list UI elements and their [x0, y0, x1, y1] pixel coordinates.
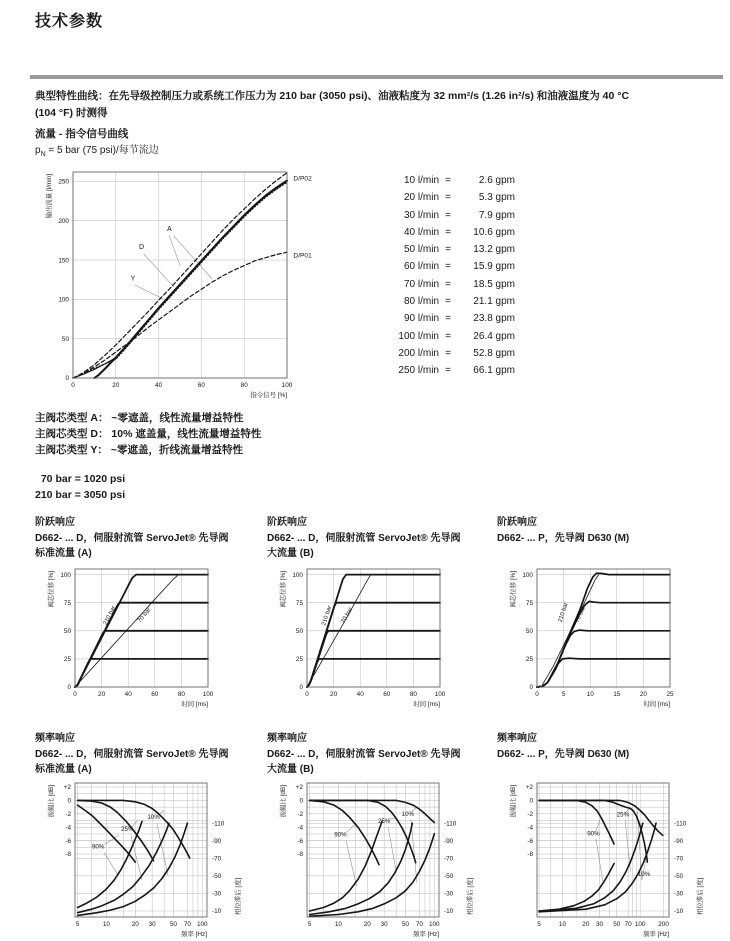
- svg-text:30: 30: [148, 921, 156, 928]
- svg-text:100: 100: [281, 382, 293, 389]
- svg-text:75: 75: [525, 599, 533, 607]
- svg-text:-4: -4: [65, 824, 71, 832]
- flow-curve-heading: 流量 - 指令信号曲线: [35, 128, 129, 140]
- freq-col-standard-flow: [35, 731, 267, 941]
- svg-text:10: 10: [102, 921, 110, 928]
- svg-text:50: 50: [613, 921, 621, 928]
- equals-sign: =: [445, 209, 451, 221]
- step-col-2-line-3: 大流量 (B): [267, 548, 314, 559]
- svg-text:-30: -30: [212, 890, 222, 898]
- svg-text:50: 50: [61, 335, 69, 343]
- svg-text:-4: -4: [297, 824, 303, 832]
- svg-text:250: 250: [58, 178, 69, 186]
- intro-line-1: 典型特性曲线：在先导级控制压力或系统工作压力为 210 bar (3050 psi)、油液粘度为 32 mm²/s (1.26 in²/s) 和油液温度为 40 °C: [35, 90, 630, 102]
- gpm-value: 2.6 gpm: [478, 175, 515, 186]
- equals-sign: =: [445, 175, 451, 186]
- svg-text:0: 0: [305, 691, 309, 698]
- svg-text:70: 70: [183, 921, 191, 928]
- svg-text:100: 100: [202, 691, 214, 698]
- svg-text:D: D: [138, 244, 145, 252]
- svg-text:-70: -70: [674, 855, 684, 863]
- step-response-chart-a: [35, 563, 267, 719]
- freq-col-d630: [497, 731, 730, 941]
- svg-text:50: 50: [63, 628, 71, 636]
- conversion-row: [377, 310, 515, 327]
- svg-text:75: 75: [63, 599, 71, 607]
- svg-text:10: 10: [586, 691, 594, 698]
- frequency-response-section: [35, 731, 710, 941]
- conversion-row: [377, 224, 515, 241]
- conversion-row: [377, 172, 515, 189]
- lmin-value: 70 l/min: [403, 278, 439, 290]
- spool-note-y: 主阀芯类型 Y： ~零遮盖，折线流量增益特性: [35, 444, 243, 456]
- freq-a-plot: [35, 779, 243, 941]
- svg-text:5: 5: [75, 921, 80, 928]
- step-response-chart-b: [267, 563, 497, 719]
- svg-text:20: 20: [98, 691, 106, 698]
- svg-text:0: 0: [73, 691, 77, 698]
- lmin-value: 30 l/min: [403, 209, 439, 221]
- step-col-standard-flow: [35, 515, 267, 719]
- conversion-row: [377, 258, 515, 275]
- svg-text:40: 40: [124, 691, 132, 698]
- gpm-value: 15.9 gpm: [473, 261, 515, 273]
- svg-text:25: 25: [525, 656, 533, 664]
- svg-text:+2: +2: [295, 784, 303, 792]
- equals-sign: =: [445, 347, 451, 359]
- svg-text:相位滞后 [度]: 相位滞后 [度]: [697, 877, 704, 915]
- svg-text:30: 30: [595, 921, 604, 928]
- freq-col-high-flow: [267, 731, 497, 941]
- svg-text:振幅比 [dB]: 振幅比 [dB]: [48, 785, 55, 818]
- step-col-2-line-2: D662- ... D，伺服射流管 ServoJet® 先导阀: [267, 532, 461, 544]
- section-divider: [30, 75, 723, 79]
- svg-text:-10: -10: [674, 908, 684, 916]
- conversion-row: [377, 189, 515, 206]
- svg-text:-90: -90: [212, 837, 222, 845]
- nominal-pressure-line: [35, 144, 710, 162]
- spool-type-notes: [35, 410, 710, 458]
- svg-text:100: 100: [58, 296, 69, 304]
- step-col-3-line-1: 阶跃响应: [497, 517, 537, 528]
- freq-col-3-line-2: D662- ... P，先导阀 D630 (M): [497, 748, 630, 760]
- gpm-value: 21.1 gpm: [473, 296, 515, 308]
- svg-text:0: 0: [299, 684, 303, 692]
- svg-text:+2: +2: [525, 784, 533, 792]
- freq-col-1-header: [35, 731, 267, 779]
- conversion-row: [377, 293, 515, 310]
- svg-text:0: 0: [529, 684, 533, 692]
- pressure-note-210bar: 210 bar = 3050 psi: [35, 489, 126, 501]
- spool-note-d: 主阀芯类型 D： 10% 遮盖量，线性流量增益特性: [35, 428, 262, 440]
- svg-text:25: 25: [63, 656, 71, 664]
- freq-col-2-line-3: 大流量 (B): [267, 764, 314, 775]
- svg-text:25: 25: [295, 656, 303, 664]
- svg-text:输出流量 [l/min]: 输出流量 [l/min]: [46, 174, 53, 219]
- lmin-value: 20 l/min: [403, 192, 439, 204]
- equals-sign: =: [445, 261, 451, 273]
- pn-value: = 5 bar (75 psi)/每节流边: [45, 145, 159, 156]
- svg-text:A: A: [166, 225, 172, 233]
- pressure-conversion-notes: [35, 471, 125, 503]
- svg-text:40: 40: [356, 691, 364, 698]
- lmin-value: 50 l/min: [403, 244, 439, 256]
- step-col-high-flow: [267, 515, 497, 719]
- gpm-value: 13.2 gpm: [473, 244, 515, 256]
- svg-text:15: 15: [613, 691, 621, 698]
- gpm-value: 5.3 gpm: [478, 192, 515, 204]
- pn-subscript: N: [40, 151, 46, 158]
- svg-text:相位滞后 [度]: 相位滞后 [度]: [235, 877, 242, 915]
- svg-text:-30: -30: [444, 890, 454, 898]
- svg-text:D/P01: D/P01: [293, 252, 312, 260]
- svg-text:Y: Y: [130, 275, 136, 283]
- step-col-1-line-2: D662- ... D，伺服射流管 ServoJet® 先导阀: [35, 532, 229, 544]
- svg-text:70 bar: 70 bar: [574, 605, 587, 624]
- svg-text:100: 100: [292, 571, 303, 579]
- svg-text:10: 10: [334, 921, 342, 928]
- svg-text:100: 100: [60, 571, 71, 579]
- step-col-3-header: [497, 515, 730, 563]
- freq-col-3-line-1: 频率响应: [497, 733, 537, 744]
- conversion-row: [377, 207, 515, 224]
- svg-text:-110: -110: [674, 820, 687, 828]
- freq-b-plot: [267, 779, 475, 941]
- svg-text:-90: -90: [444, 837, 454, 845]
- svg-text:200: 200: [58, 217, 69, 225]
- svg-text:+2: +2: [63, 784, 71, 792]
- flow-signal-plot: [35, 164, 335, 406]
- svg-text:100: 100: [634, 921, 646, 928]
- svg-text:-50: -50: [444, 873, 454, 881]
- svg-text:70 bar: 70 bar: [340, 606, 355, 625]
- conversion-row: [377, 362, 515, 379]
- svg-text:10%: 10%: [147, 814, 160, 822]
- svg-text:0: 0: [67, 684, 71, 692]
- svg-text:10%: 10%: [401, 810, 415, 818]
- page-title: 技术参数: [35, 13, 104, 30]
- svg-text:5: 5: [561, 691, 566, 698]
- svg-text:-110: -110: [212, 820, 225, 828]
- lmin-value: 80 l/min: [403, 296, 439, 308]
- flow-signal-chart: [35, 164, 335, 406]
- step-b-plot: [267, 563, 452, 719]
- svg-text:-8: -8: [527, 851, 533, 859]
- svg-text:25: 25: [666, 691, 674, 698]
- svg-text:60: 60: [151, 691, 159, 698]
- svg-text:-50: -50: [674, 873, 684, 881]
- svg-text:70: 70: [624, 921, 632, 928]
- svg-text:210 bar: 210 bar: [557, 601, 570, 624]
- svg-text:0: 0: [299, 797, 303, 805]
- svg-text:0: 0: [65, 375, 69, 383]
- conversion-row: [377, 345, 515, 362]
- svg-text:指令信号 [%]: 指令信号 [%]: [250, 392, 287, 399]
- svg-text:-30: -30: [674, 890, 684, 898]
- equals-sign: =: [445, 330, 451, 342]
- svg-text:0: 0: [71, 382, 75, 389]
- pn-symbol: p: [35, 145, 41, 156]
- equals-sign: =: [445, 296, 451, 308]
- intro-paragraph: [35, 88, 710, 122]
- svg-text:90%: 90%: [91, 843, 105, 851]
- freq-col-2-line-2: D662- ... D，伺服射流管 ServoJet® 先导阀: [267, 748, 461, 760]
- svg-text:80: 80: [240, 382, 248, 389]
- freq-col-1-line-2: D662- ... D，伺服射流管 ServoJet® 先导阀: [35, 748, 229, 760]
- svg-text:80: 80: [409, 691, 417, 698]
- equals-sign: =: [445, 313, 451, 325]
- svg-text:150: 150: [58, 257, 69, 265]
- svg-text:50: 50: [295, 628, 303, 636]
- svg-text:100: 100: [196, 921, 208, 928]
- svg-text:90%: 90%: [587, 830, 600, 838]
- flow-chart-row: [35, 164, 710, 406]
- svg-text:频率 [Hz]: 频率 [Hz]: [643, 931, 669, 938]
- gpm-value: 26.4 gpm: [473, 330, 515, 342]
- svg-text:20: 20: [131, 921, 139, 928]
- step-m-plot: [497, 563, 682, 719]
- svg-text:-70: -70: [212, 855, 222, 863]
- svg-text:阀芯位移 [%]: 阀芯位移 [%]: [510, 571, 517, 608]
- step-col-1-line-1: 阶跃响应: [35, 517, 75, 528]
- svg-text:阀芯位移 [%]: 阀芯位移 [%]: [280, 571, 287, 608]
- svg-text:210 bar: 210 bar: [321, 605, 334, 627]
- conversion-table: [377, 172, 515, 380]
- svg-text:振幅比 [dB]: 振幅比 [dB]: [280, 785, 287, 818]
- svg-text:70: 70: [415, 921, 423, 928]
- equals-sign: =: [445, 278, 451, 290]
- freq-col-3-header: [497, 731, 730, 779]
- svg-text:-2: -2: [297, 811, 303, 819]
- equals-sign: =: [445, 244, 451, 256]
- svg-text:20: 20: [363, 921, 371, 928]
- svg-text:-8: -8: [297, 851, 303, 859]
- intro-line-2: (104 °F) 时测得: [35, 107, 108, 119]
- svg-text:-6: -6: [297, 837, 303, 845]
- step-col-3-line-2: D662- ... P，先导阀 D630 (M): [497, 532, 630, 544]
- equals-sign: =: [445, 226, 451, 238]
- svg-text:D/P02: D/P02: [293, 175, 312, 183]
- conversion-row: [377, 241, 515, 258]
- svg-text:20: 20: [330, 691, 338, 698]
- svg-text:25%: 25%: [616, 811, 630, 819]
- svg-text:10: 10: [558, 921, 567, 928]
- step-col-2-line-1: 阶跃响应: [267, 517, 307, 528]
- svg-text:50: 50: [401, 921, 409, 928]
- lmin-value: 200 l/min: [398, 347, 439, 359]
- gpm-value: 7.9 gpm: [478, 209, 515, 221]
- svg-text:-4: -4: [527, 824, 533, 832]
- svg-text:-8: -8: [65, 851, 71, 859]
- freq-col-2-header: [267, 731, 497, 779]
- svg-text:-6: -6: [527, 837, 533, 845]
- svg-text:-2: -2: [65, 811, 71, 819]
- svg-text:0: 0: [535, 691, 539, 698]
- equals-sign: =: [445, 365, 451, 377]
- svg-text:80: 80: [177, 691, 185, 698]
- svg-text:5: 5: [307, 921, 312, 928]
- step-col-1-header: [35, 515, 267, 563]
- svg-text:10%: 10%: [637, 870, 651, 878]
- svg-text:25%: 25%: [121, 826, 134, 834]
- step-response-section: [35, 515, 710, 719]
- svg-text:时间 [ms]: 时间 [ms]: [181, 701, 208, 708]
- svg-text:100: 100: [434, 691, 446, 698]
- svg-text:时间 [ms]: 时间 [ms]: [643, 701, 670, 708]
- svg-text:-70: -70: [444, 855, 454, 863]
- svg-text:0: 0: [529, 797, 533, 805]
- step-a-plot: [35, 563, 220, 719]
- conversion-row: [377, 276, 515, 293]
- step-col-1-line-3: 标准流量 (A): [35, 548, 92, 559]
- equals-sign: =: [445, 192, 451, 204]
- pressure-note-70bar: 70 bar = 1020 psi: [40, 473, 126, 485]
- svg-text:20: 20: [112, 382, 120, 389]
- svg-text:210 bar: 210 bar: [102, 605, 118, 627]
- spool-note-a: 主阀芯类型 A： ~零遮盖，线性流量增益特性: [35, 412, 244, 424]
- svg-text:-10: -10: [444, 908, 454, 916]
- svg-text:-10: -10: [212, 908, 222, 916]
- lmin-value: 250 l/min: [398, 365, 439, 377]
- svg-text:50: 50: [169, 921, 177, 928]
- svg-text:频率 [Hz]: 频率 [Hz]: [181, 931, 207, 938]
- svg-text:25%: 25%: [377, 818, 391, 826]
- svg-text:30: 30: [380, 921, 388, 928]
- svg-text:-90: -90: [674, 837, 684, 845]
- svg-text:100: 100: [428, 921, 440, 928]
- svg-text:振幅比 [dB]: 振幅比 [dB]: [510, 785, 517, 818]
- frequency-response-chart-a: [35, 779, 267, 941]
- svg-text:阀芯位移 [%]: 阀芯位移 [%]: [48, 571, 55, 608]
- freq-col-2-line-1: 频率响应: [267, 733, 307, 744]
- lmin-value: 100 l/min: [398, 330, 439, 342]
- svg-text:20: 20: [582, 921, 590, 928]
- freq-col-1-line-1: 频率响应: [35, 733, 75, 744]
- gpm-value: 10.6 gpm: [473, 226, 515, 238]
- freq-col-1-line-3: 标准流量 (A): [35, 764, 92, 775]
- svg-text:50: 50: [525, 628, 533, 636]
- svg-text:-50: -50: [212, 873, 222, 881]
- lmin-value: 60 l/min: [403, 261, 439, 273]
- conversion-row: [377, 328, 515, 345]
- svg-text:100: 100: [522, 571, 533, 579]
- svg-text:时间 [ms]: 时间 [ms]: [413, 701, 440, 708]
- lmin-value: 90 l/min: [403, 313, 439, 325]
- lmin-value: 10 l/min: [403, 175, 439, 186]
- svg-text:-110: -110: [444, 820, 457, 828]
- svg-text:5: 5: [537, 921, 541, 928]
- step-col-d630: [497, 515, 730, 719]
- svg-text:70 bar: 70 bar: [137, 607, 153, 625]
- gpm-value: 52.8 gpm: [473, 347, 515, 359]
- svg-text:-2: -2: [527, 811, 533, 819]
- step-response-chart-m: [497, 563, 730, 719]
- svg-text:频率 [Hz]: 频率 [Hz]: [413, 931, 439, 938]
- frequency-response-chart-b: [267, 779, 497, 941]
- step-col-2-header: [267, 515, 497, 563]
- svg-text:90%: 90%: [334, 831, 347, 839]
- svg-text:40: 40: [155, 382, 163, 389]
- gpm-value: 23.8 gpm: [473, 313, 515, 325]
- svg-text:60: 60: [383, 691, 391, 698]
- svg-text:-6: -6: [65, 837, 71, 845]
- svg-text:相位滞后 [度]: 相位滞后 [度]: [467, 877, 474, 915]
- frequency-response-chart-m: [497, 779, 730, 941]
- freq-m-plot: [497, 779, 705, 941]
- svg-text:20: 20: [639, 691, 647, 698]
- lmin-value: 40 l/min: [403, 226, 439, 238]
- svg-text:60: 60: [197, 382, 205, 389]
- gpm-value: 66.1 gpm: [473, 365, 515, 377]
- gpm-value: 18.5 gpm: [473, 278, 515, 290]
- svg-text:0: 0: [67, 797, 71, 805]
- svg-text:200: 200: [658, 921, 669, 928]
- svg-text:75: 75: [295, 599, 303, 607]
